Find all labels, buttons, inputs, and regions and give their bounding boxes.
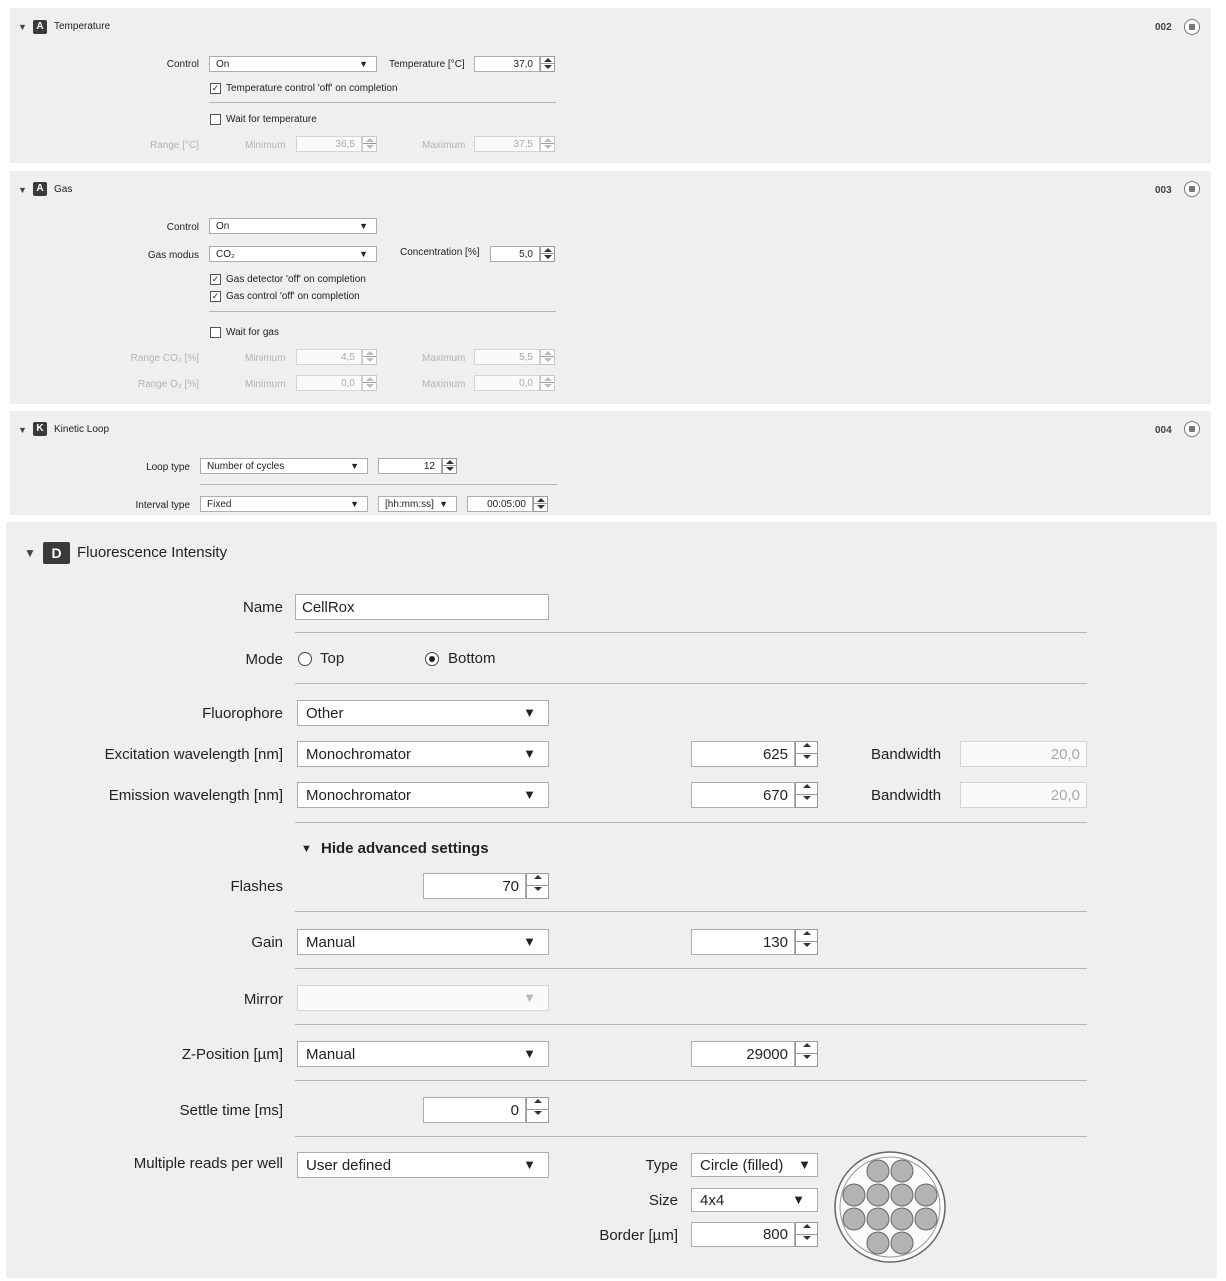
- temperature-badge: A: [33, 20, 47, 34]
- co2-min-input[interactable]: 4,5: [296, 349, 362, 365]
- multiple-reads-label: Multiple reads per well: [133, 1155, 283, 1172]
- divider: [200, 484, 557, 485]
- divider: [295, 1136, 1087, 1137]
- mode-top-radio[interactable]: [298, 652, 312, 666]
- o2-max-spinner-icon[interactable]: [540, 375, 555, 391]
- em-bandwidth-input[interactable]: 20,0: [960, 782, 1087, 808]
- excitation-label: Excitation wavelength [nm]: [104, 746, 283, 763]
- bandwidth-label: Bandwidth: [871, 787, 942, 804]
- dropdown-arrow-icon: ▼: [359, 249, 368, 259]
- concentration-spinner-icon[interactable]: [540, 246, 555, 262]
- flashes-spinner-icon[interactable]: [526, 873, 549, 899]
- bandwidth-label: Bandwidth: [871, 746, 942, 763]
- excitation-spinner-icon[interactable]: [795, 741, 818, 767]
- size-select[interactable]: 4x4 ▼: [691, 1188, 818, 1212]
- gain-spinner-icon[interactable]: [795, 929, 818, 955]
- collapse-triangle-icon[interactable]: ▼: [18, 185, 27, 195]
- dropdown-arrow-icon: ▼: [439, 499, 448, 509]
- range-o2-label: Range O₂ [%]: [137, 379, 199, 390]
- flashes-input[interactable]: 70: [423, 873, 526, 899]
- step-number: 003: [1155, 185, 1172, 196]
- cycles-spinner-icon[interactable]: [442, 458, 457, 474]
- mirror-select[interactable]: [297, 985, 549, 1011]
- dropdown-arrow-icon: ▼: [523, 1157, 536, 1172]
- dropdown-arrow-icon: ▼: [523, 990, 536, 1005]
- fluorescence-title: Fluorescence Intensity: [77, 544, 228, 561]
- concentration-input[interactable]: 5,0: [490, 246, 540, 262]
- mode-bottom-label: Bottom: [448, 650, 496, 667]
- gas-detector-checkbox[interactable]: ✓: [211, 274, 220, 284]
- type-label: Type: [645, 1157, 678, 1174]
- dropdown-arrow-icon: ▼: [359, 59, 368, 69]
- step-menu-icon[interactable]: [1184, 19, 1200, 35]
- temperature-label: Temperature [°C]: [389, 59, 465, 70]
- divider: [209, 102, 556, 103]
- dropdown-arrow-icon: ▼: [523, 787, 536, 802]
- divider: [295, 1024, 1087, 1025]
- dropdown-arrow-icon: ▼: [523, 934, 536, 949]
- collapse-triangle-icon[interactable]: ▼: [24, 546, 36, 560]
- co2-min-spinner-icon[interactable]: [362, 349, 377, 365]
- gas-panel: [10, 171, 1211, 404]
- dropdown-arrow-icon: ▼: [350, 499, 359, 509]
- settle-time-label: Settle time [ms]: [179, 1102, 283, 1119]
- temperature-input[interactable]: 37,0: [474, 56, 540, 72]
- temperature-title: Temperature: [54, 21, 111, 32]
- o2-min-spinner-icon[interactable]: [362, 375, 377, 391]
- flashes-label: Flashes: [230, 878, 283, 895]
- collapse-triangle-icon[interactable]: ▼: [18, 22, 27, 32]
- divider: [209, 311, 556, 312]
- temperature-panel: [10, 8, 1211, 163]
- advanced-triangle-icon[interactable]: ▼: [301, 843, 312, 855]
- gas-control-label: Control: [166, 222, 199, 233]
- gain-value-input[interactable]: 130: [691, 929, 795, 955]
- gas-control-off-label: Gas control 'off' on completion: [226, 291, 360, 302]
- loop-type-select[interactable]: Number of cycles ▼: [200, 458, 368, 474]
- co2-max-input[interactable]: 5,5: [474, 349, 540, 365]
- fluorescence-panel: [6, 522, 1217, 1278]
- minimum-label: Minimum: [245, 140, 286, 151]
- gas-modus-label: Gas modus: [147, 250, 199, 261]
- emission-label: Emission wavelength [nm]: [108, 787, 283, 804]
- o2-min-input[interactable]: 0,0: [296, 375, 362, 391]
- step-number: 004: [1155, 425, 1172, 436]
- emission-value-input[interactable]: 670: [691, 782, 795, 808]
- divider: [295, 632, 1087, 633]
- step-number: 002: [1155, 22, 1172, 33]
- temperature-spinner-icon[interactable]: [540, 56, 555, 72]
- gas-title: Gas: [54, 184, 73, 195]
- temp-min-input[interactable]: 36,5: [296, 136, 362, 152]
- co2-max-spinner-icon[interactable]: [540, 349, 555, 365]
- z-value-input[interactable]: 29000: [691, 1041, 795, 1067]
- gain-mode-select[interactable]: Manual ▼: [297, 929, 549, 955]
- border-input[interactable]: 800: [691, 1222, 795, 1247]
- emission-spinner-icon[interactable]: [795, 782, 818, 808]
- z-position-label: Z-Position [µm]: [181, 1046, 283, 1063]
- maximum-label: Maximum: [422, 140, 466, 151]
- multiple-reads-select[interactable]: User defined ▼: [297, 1152, 549, 1178]
- dropdown-arrow-icon: ▼: [350, 461, 359, 471]
- step-menu-icon[interactable]: [1184, 421, 1200, 437]
- mode-bottom-radio[interactable]: [425, 652, 439, 666]
- gas-detector-label: Gas detector 'off' on completion: [226, 274, 366, 285]
- cycles-input[interactable]: 12: [378, 458, 442, 474]
- excitation-value-input[interactable]: 625: [691, 741, 795, 767]
- divider: [295, 968, 1087, 969]
- time-unit-select[interactable]: [hh:mm:ss] ▼: [378, 496, 457, 512]
- gas-control-select[interactable]: On ▼: [209, 218, 377, 234]
- hide-advanced-toggle[interactable]: Hide advanced settings: [321, 840, 489, 857]
- divider: [295, 911, 1087, 912]
- maximum-label: Maximum: [422, 379, 466, 390]
- dropdown-arrow-icon: ▼: [523, 746, 536, 761]
- name-input[interactable]: CellRox: [295, 594, 549, 620]
- z-spinner-icon[interactable]: [795, 1041, 818, 1067]
- step-menu-icon[interactable]: [1184, 181, 1200, 197]
- kinetic-title: Kinetic Loop: [54, 424, 110, 435]
- gas-control-checkbox[interactable]: ✓: [211, 291, 220, 301]
- well-pattern-icon: [832, 1149, 948, 1265]
- border-spinner-icon[interactable]: [795, 1222, 818, 1247]
- type-select[interactable]: Circle (filled) ▼: [691, 1153, 818, 1177]
- ex-bandwidth-input[interactable]: 20,0: [960, 741, 1087, 767]
- collapse-triangle-icon[interactable]: ▼: [18, 425, 27, 435]
- dropdown-arrow-icon: ▼: [523, 1046, 536, 1061]
- gain-label: Gain: [251, 934, 283, 951]
- z-mode-select[interactable]: Manual ▼: [297, 1041, 549, 1067]
- range-co2-label: Range CO₂ [%]: [130, 353, 199, 364]
- range-label: Range [°C]: [149, 140, 199, 151]
- size-label: Size: [648, 1192, 678, 1209]
- kinetic-loop-panel: [10, 411, 1211, 515]
- gas-badge: A: [33, 182, 47, 196]
- gas-modus-select[interactable]: CO₂ ▼: [209, 246, 377, 262]
- name-label: Name: [242, 599, 283, 616]
- temp-off-checkbox[interactable]: ✓: [211, 83, 220, 93]
- wait-gas-checkbox[interactable]: [210, 327, 221, 338]
- dropdown-arrow-icon: ▼: [792, 1192, 805, 1207]
- divider: [295, 683, 1087, 684]
- temp-off-label: Temperature control 'off' on completion: [226, 83, 398, 94]
- concentration-label: Concentration [%]: [400, 247, 480, 258]
- excitation-mode-select[interactable]: Monochromator ▼: [297, 741, 549, 767]
- o2-max-input[interactable]: 0,0: [474, 375, 540, 391]
- interval-type-select[interactable]: Fixed ▼: [200, 496, 368, 512]
- maximum-label: Maximum: [422, 353, 466, 364]
- settle-time-input[interactable]: 0: [423, 1097, 526, 1123]
- control-label: Control: [166, 59, 199, 70]
- border-label: Border [µm]: [599, 1227, 678, 1244]
- emission-mode-select[interactable]: Monochromator ▼: [297, 782, 549, 808]
- fluorescence-badge: D: [43, 542, 70, 564]
- mode-top-label: Top: [320, 650, 345, 667]
- dropdown-arrow-icon: ▼: [798, 1157, 811, 1172]
- temp-min-spinner-icon[interactable]: [362, 136, 377, 152]
- control-select[interactable]: On ▼: [209, 56, 377, 72]
- divider: [295, 822, 1087, 823]
- minimum-label: Minimum: [245, 379, 286, 390]
- minimum-label: Minimum: [245, 353, 286, 364]
- interval-time-input[interactable]: 00:05:00: [467, 496, 533, 512]
- divider: [295, 1080, 1087, 1081]
- fluorophore-label: Fluorophore: [202, 705, 283, 722]
- temp-max-spinner-icon[interactable]: [540, 136, 555, 152]
- loop-type-label: Loop type: [146, 462, 190, 473]
- wait-gas-label: Wait for gas: [226, 327, 279, 338]
- interval-type-label: Interval type: [135, 500, 190, 511]
- interval-time-spinner-icon[interactable]: [533, 496, 548, 512]
- wait-temp-label: Wait for temperature: [226, 114, 317, 125]
- mode-label: Mode: [245, 651, 283, 668]
- mirror-label: Mirror: [243, 991, 283, 1008]
- dropdown-arrow-icon: ▼: [359, 221, 368, 231]
- dropdown-arrow-icon: ▼: [523, 705, 536, 720]
- fluorophore-select[interactable]: Other ▼: [297, 700, 549, 726]
- wait-temp-checkbox[interactable]: [210, 114, 221, 125]
- kinetic-badge: K: [33, 422, 47, 436]
- settle-spinner-icon[interactable]: [526, 1097, 549, 1123]
- temp-max-input[interactable]: 37,5: [474, 136, 540, 152]
